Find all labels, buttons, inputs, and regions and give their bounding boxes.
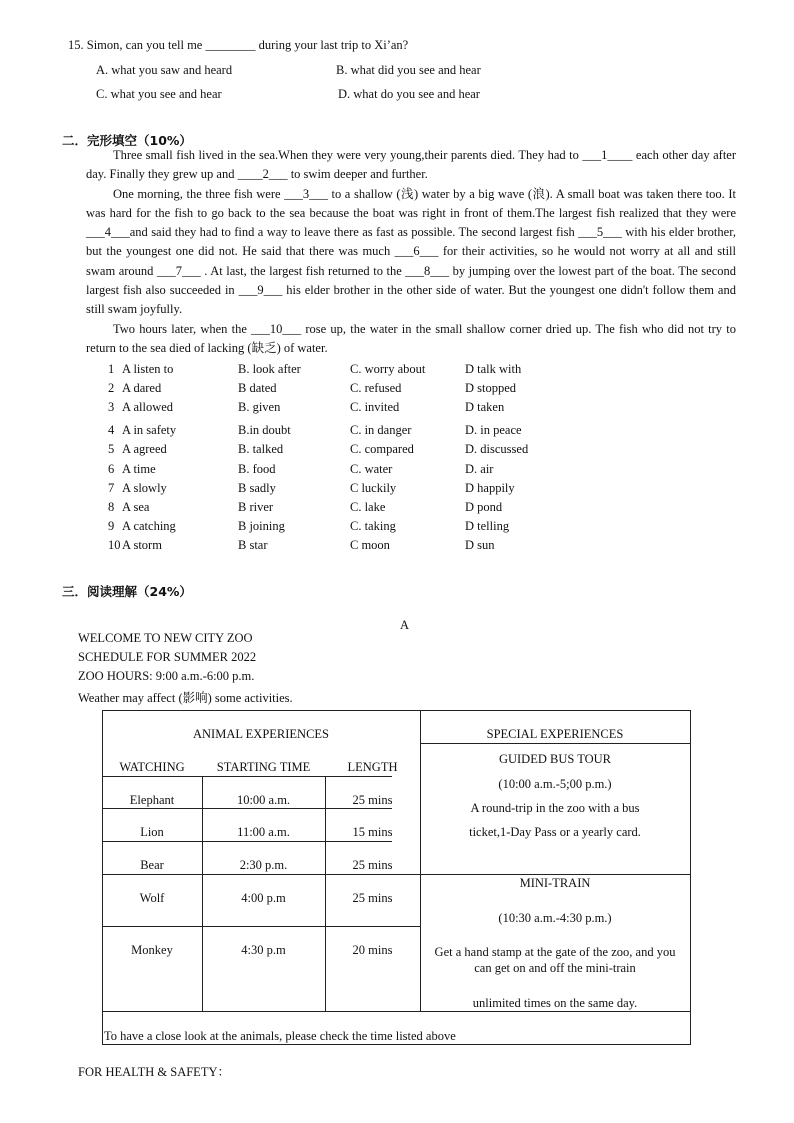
col-watching: WATCHING [119,760,185,774]
choice-option-d: D telling [465,519,510,533]
choice-option-d: D. in peace [465,423,522,437]
choice-option-d: D taken [465,400,505,414]
row-monkey-time: 4:30 p.m [241,943,286,957]
choice-option-a: A dared [122,381,162,395]
mini-train-line-3: unlimited times on the same day. [472,996,638,1010]
choice-option-b: B. talked [238,442,284,456]
choice-option-c: C. invited [350,400,400,414]
table-footer-note: To have a close look at the animals, please check the time listed above [104,1029,456,1043]
zoo-weather-note: Weather may affect (影响) some activities. [78,691,293,705]
bus-tour-hours: (10:00 a.m.-5;00 p.m.) [498,777,612,791]
choice-option-c: C luckily [350,481,397,495]
choice-option-d: D. air [465,462,494,476]
section-3-title: 三．阅读理解（24%） [62,584,192,599]
health-safety-heading: FOR HEALTH & SAFETY： [78,1065,230,1079]
choice-option-c: C. water [350,462,393,476]
choice-number: 1 [108,362,115,376]
row-elephant-time: 10:00 a.m. [236,793,291,807]
choice-option-b: B dated [238,381,277,395]
choice-option-a: A in safety [122,423,177,437]
mini-train-hours: (10:30 a.m.-4:30 p.m.) [498,911,612,925]
choice-option-a: A agreed [122,442,167,456]
choice-number: 8 [108,500,115,514]
zoo-schedule: SCHEDULE FOR SUMMER 2022 [78,650,257,664]
zoo-hours: ZOO HOURS: 9:00 a.m.-6:00 p.m. [78,669,255,683]
choice-option-c: C. refused [350,381,402,395]
cloze-paragraph-3: Two hours later, when the ___10___ rose up, the water in the small shallow corner dried up. The fish who did not try to return to the sea died of lacking (缺乏) of water. [86,321,736,355]
choice-option-c: C. lake [350,500,386,514]
choice-option-b: B.in doubt [238,423,291,437]
mini-train-line-1: Get a hand stamp at the gate of the zoo, and you [434,945,676,959]
choice-option-a: A time [122,462,156,476]
choice-option-d: D. discussed [465,442,529,456]
row-bear-animal: Bear [140,858,164,872]
row-lion-length: 15 mins [352,825,393,839]
choice-number: 10 [108,538,121,552]
choice-option-c: C. compared [350,442,414,456]
row-wolf-length: 25 mins [352,891,393,905]
choice-option-a: A storm [122,538,162,552]
row-bear-length: 25 mins [352,858,393,872]
choice-number: 2 [108,381,115,395]
choice-option-a: A sea [122,500,150,514]
row-elephant-animal: Elephant [129,793,175,807]
choice-option-b: B. given [238,400,281,414]
row-monkey-animal: Monkey [131,943,173,957]
q15-option-c: C. what you see and hear [96,87,222,101]
choice-option-b: B star [238,538,268,552]
choice-option-b: B sadly [238,481,276,495]
choice-option-b: B joining [238,519,285,533]
special-experiences-header: SPECIAL EXPERIENCES [486,727,624,741]
row-wolf-time: 4:00 p.m [241,891,286,905]
q15-option-d: D. what do you see and hear [338,87,480,101]
q15-option-b: B. what did you see and hear [336,63,481,77]
col-length: LENGTH [347,760,398,774]
bus-tour-title: GUIDED BUS TOUR [498,752,612,766]
cloze-paragraph-2: One morning, the three fish were ___3___ to a shallow (浅) water by a big wave (浪). A small boat was taken there too. It was hard for the fish to go back to the sea because the boat was right in front of them.The largest fish realized that they were ___4___and said they had to find a way to leave there as fast as possible. The second largest fish ___5___ with his elder brother, but the youngest one did not. He said that there was much ___6___ for their activities, so he would not worry at all and still swam around ___7___ . At last, the largest fish returned to the ___8___ by jumping over the lowest part of the boat. The second largest fish also succeeded in ___9___ his elder brother in the other side of water. But the youngest one didn't follow them and still swam joyfully. [86,186,736,317]
choice-option-d: D talk with [465,362,522,376]
mini-train-title: MINI-TRAIN [519,876,591,890]
choice-number: 3 [108,400,115,414]
col-starting-time: STARTING TIME [216,760,311,774]
question-15-stem: 15. Simon, can you tell me ________ during your last trip to Xi’an? [68,38,409,52]
bus-tour-line-1: A round-trip in the zoo with a bus [470,801,640,815]
choice-option-b: B. food [238,462,276,476]
row-elephant-length: 25 mins [352,793,393,807]
cloze-passage [86,146,736,358]
bus-tour-line-2: ticket,1-Day Pass or a yearly card. [469,825,641,839]
choice-option-a: A allowed [122,400,174,414]
choice-number: 7 [108,481,115,495]
row-lion-time: 11:00 a.m. [237,825,290,839]
choice-number: 6 [108,462,115,476]
choice-number: 9 [108,519,115,533]
choice-option-d: D happily [465,481,515,495]
choice-option-a: A listen to [122,362,174,376]
animal-experiences-header: ANIMAL EXPERIENCES [193,727,329,741]
choice-option-c: C moon [350,538,390,552]
mini-train-line-2: can get on and off the mini-train [474,961,636,975]
choice-option-b: B river [238,500,274,514]
q15-option-a: A. what you saw and heard [96,63,233,77]
row-bear-time: 2:30 p.m. [239,858,288,872]
choice-option-a: A slowly [122,481,167,495]
choice-number: 5 [108,442,115,456]
choice-option-d: D stopped [465,381,517,395]
row-monkey-length: 20 mins [352,943,393,957]
choice-option-a: A catching [122,519,176,533]
zoo-welcome: WELCOME TO NEW CITY ZOO [78,631,253,645]
choice-option-b: B. look after [238,362,301,376]
choice-option-d: D sun [465,538,495,552]
choice-number: 4 [108,423,115,437]
section-2-title: 二．完形填空（10%） [62,133,192,148]
row-wolf-animal: Wolf [139,891,165,905]
choice-option-c: C. worry about [350,362,426,376]
passage-label: A [400,618,410,632]
choice-option-c: C. taking [350,519,396,533]
cloze-paragraph-1: Three small fish lived in the sea.When they were very young,their parents died. They had to ___1____ each other day after day. Finally they grew up and ____2___ to swim deeper and further. [86,148,736,182]
choice-option-c: C. in danger [350,423,412,437]
choice-option-d: D pond [465,500,503,514]
row-lion-animal: Lion [140,825,164,839]
